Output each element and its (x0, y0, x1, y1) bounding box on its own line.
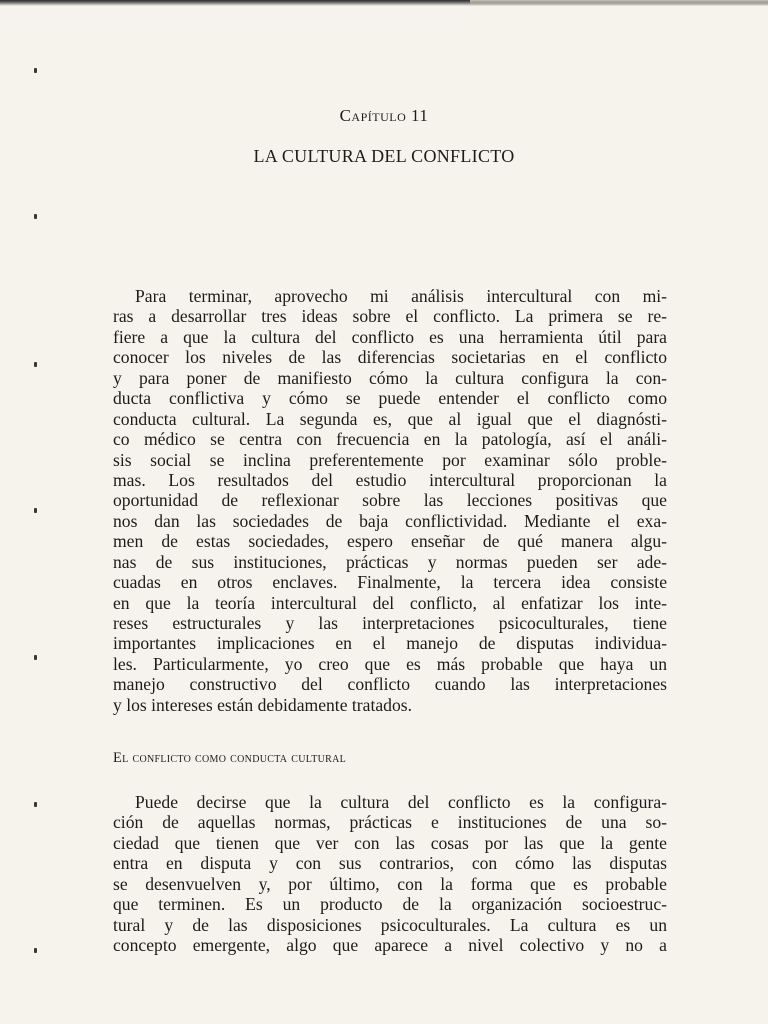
paragraph-line: ción de aquellas normas, prácticas e instituciones de una so- (113, 812, 667, 833)
margin-mark (34, 214, 37, 219)
paragraph-line: ducta conflictiva y cómo se puede entender el conflicto como (113, 388, 667, 409)
margin-mark (34, 802, 37, 807)
paragraph-line: sis social se inclina preferentemente por examinar sólo proble- (113, 449, 667, 470)
margin-mark (34, 508, 37, 513)
paragraph-line: en que la teoría intercultural del conflicto, al enfatizar los inte- (113, 592, 667, 613)
paragraph-line: reses estructurales y las interpretaciones psicoculturales, tiene (113, 613, 667, 633)
margin-mark (34, 362, 37, 367)
paragraph-line: cuadas en otros enclaves. Finalmente, la tercera idea consiste (113, 572, 667, 593)
paragraph-line: Puede decirse que la cultura del conflicto es la configura- (135, 792, 667, 812)
chapter-label: Capítulo 11 (339, 106, 429, 125)
paragraph-line: les. Particularmente, yo creo que es más probable que haya un (113, 653, 667, 674)
paragraph-line: men de estas sociedades, espero enseñar de qué manera algu- (113, 531, 667, 552)
paragraph-line: nos dan las sociedades de baja conflictividad. Mediante el exa- (113, 510, 667, 531)
margin-mark (34, 948, 37, 953)
paragraph-line: ciedad que tienen que ver con las cosas por las que la gente (113, 832, 667, 853)
chapter-title: LA CULTURA DEL CONFLICTO (253, 146, 515, 166)
margin-mark (34, 68, 37, 73)
paragraph-line: conducta cultural. La segunda es, que al igual que el diagnósti- (113, 408, 667, 429)
section-heading: El conflicto como conducta cultural (113, 750, 347, 766)
paragraph-line: mas. Los resultados del estudio intercultural proporcionan la (113, 469, 667, 490)
paragraph-line: entra en disputa y con sus contrarios, con cómo las disputas (113, 853, 667, 874)
paragraph-line: conocer los niveles de las diferencias societarias en el conflicto (113, 347, 667, 368)
paragraph-line: se desenvuelven y, por último, con la forma que es probable (113, 873, 667, 894)
paragraph-line: nas de sus instituciones, prácticas y normas pueden ser ade- (113, 551, 667, 572)
paragraph-line: manejo constructivo del conflicto cuando las interpretaciones (113, 674, 667, 695)
paragraph-line: oportunidad de reflexionar sobre las lecciones positivas que (113, 490, 667, 511)
paragraph-line: importantes implicaciones en el manejo de disputas individua- (113, 633, 667, 654)
paragraph-line: y para poner de manifiesto cómo la cultura configura la con- (113, 367, 667, 388)
paragraph-line: concepto emergente, algo que aparece a nivel colectivo y no a (113, 935, 667, 956)
scan-top-edge-light (470, 0, 768, 6)
paragraph-line: que terminen. Es un producto de la organización socioestruc- (113, 894, 667, 915)
paragraph-line: co médico se centra con frecuencia en la patología, así el análi- (113, 429, 667, 450)
paragraph-1 (113, 286, 667, 715)
paragraph-2 (113, 792, 667, 956)
paragraph-line: Para terminar, aprovecho mi análisis intercultural con mi- (135, 286, 667, 306)
paragraph-line: tural y de las disposiciones psicoculturales. La cultura es un (113, 914, 667, 935)
paragraph-line: ras a desarrollar tres ideas sobre el conflicto. La primera se re- (113, 306, 667, 327)
paragraph-line: fiere a que la cultura del conflicto es una herramienta útil para (113, 326, 667, 347)
margin-mark (34, 655, 37, 660)
paragraph-line: y los intereses están debidamente tratados. (113, 694, 412, 715)
